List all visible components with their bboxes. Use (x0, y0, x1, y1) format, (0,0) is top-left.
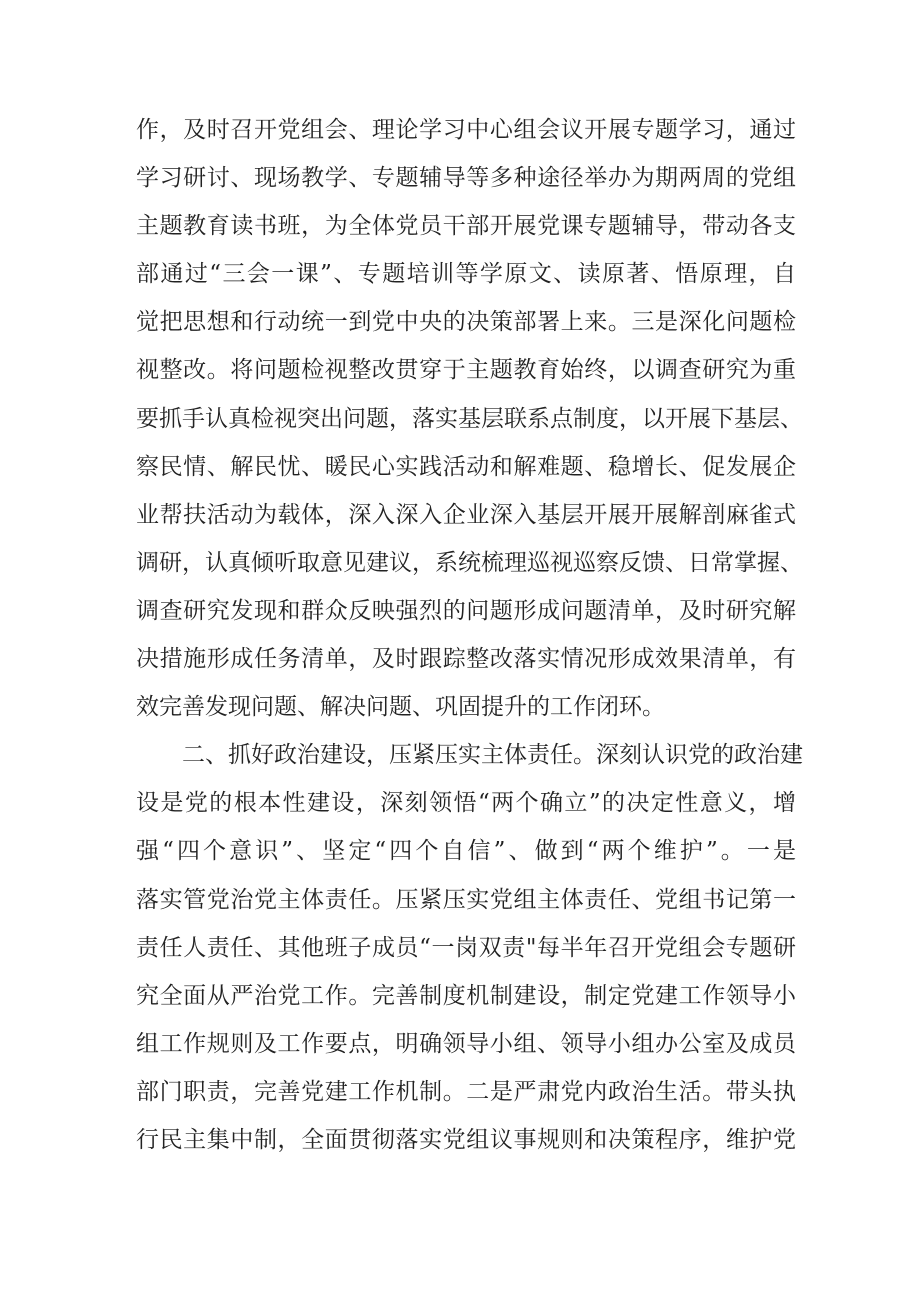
text-line: 调查研究发现和群众反映强烈的问题形成问题清单，及时研究解 (136, 597, 796, 624)
text-line: 强“四个意识”、坚定“四个自信”、做到“两个维护”。一是 (136, 838, 796, 865)
paragraph-section-two (136, 731, 803, 1164)
body-text (136, 106, 803, 1164)
text-line: 效完善发现问题、解决问题、巩固提升的工作闭环。 (136, 694, 665, 721)
paragraph-continuation (136, 106, 803, 731)
text-line: 业帮扶活动为载体，深入深入企业深入基层开展开展解剖麻雀式 (136, 501, 796, 528)
text-line: 调研，认真倾听取意见建议，系统梳理巡视巡察反馈、日常掌握、 (136, 549, 803, 576)
text-line-heading: 二、抓好政治建设，压紧压实主体责任。深刻认识党的政治建 (182, 742, 803, 769)
text-line: 组工作规则及工作要点，明确领导小组、领导小组办公室及成员 (136, 1030, 796, 1057)
text-line: 部通过“三会一课”、专题培训等学原文、读原著、悟原理，自 (136, 261, 796, 288)
text-line: 究全面从严治党工作。完善制度机制建设，制定党建工作领导小 (136, 982, 796, 1009)
text-line: 察民情、解民忧、暖民心实践活动和解难题、稳增长、促发展企 (136, 453, 796, 480)
text-line: 决措施形成任务清单，及时跟踪整改落实情况形成效果清单，有 (136, 646, 796, 673)
text-line: 主题教育读书班，为全体党员干部开展党课专题辅导，带动各支 (136, 213, 796, 240)
text-line: 觉把思想和行动统一到党中央的决策部署上来。三是深化问题检 (136, 309, 796, 336)
text-line: 行民主集中制，全面贯彻落实党组议事规则和决策程序，维护党 (136, 1126, 796, 1153)
text-line: 学习研讨、现场教学、专题辅导等多种途径举办为期两周的党组 (136, 165, 796, 192)
text-line: 责任人责任、其他班子成员“一岗双责"每半年召开党组会专题研 (136, 934, 796, 961)
text-line: 设是党的根本性建设，深刻领悟“两个确立”的决定性意义，增 (136, 790, 796, 817)
text-line: 要抓手认真检视突出问题，落实基层联系点制度，以开展下基层、 (136, 405, 803, 432)
text-line: 落实管党治党主体责任。压紧压实党组主体责任、党组书记第一 (136, 886, 796, 913)
text-line: 部门职责，完善党建工作机制。二是严肃党内政治生活。带头执 (136, 1078, 796, 1105)
text-line: 作，及时召开党组会、理论学习中心组会议开展专题学习，通过 (136, 117, 796, 143)
text-line: 视整改。将问题检视整改贯穿于主题教育始终，以调查研究为重 (136, 357, 796, 384)
